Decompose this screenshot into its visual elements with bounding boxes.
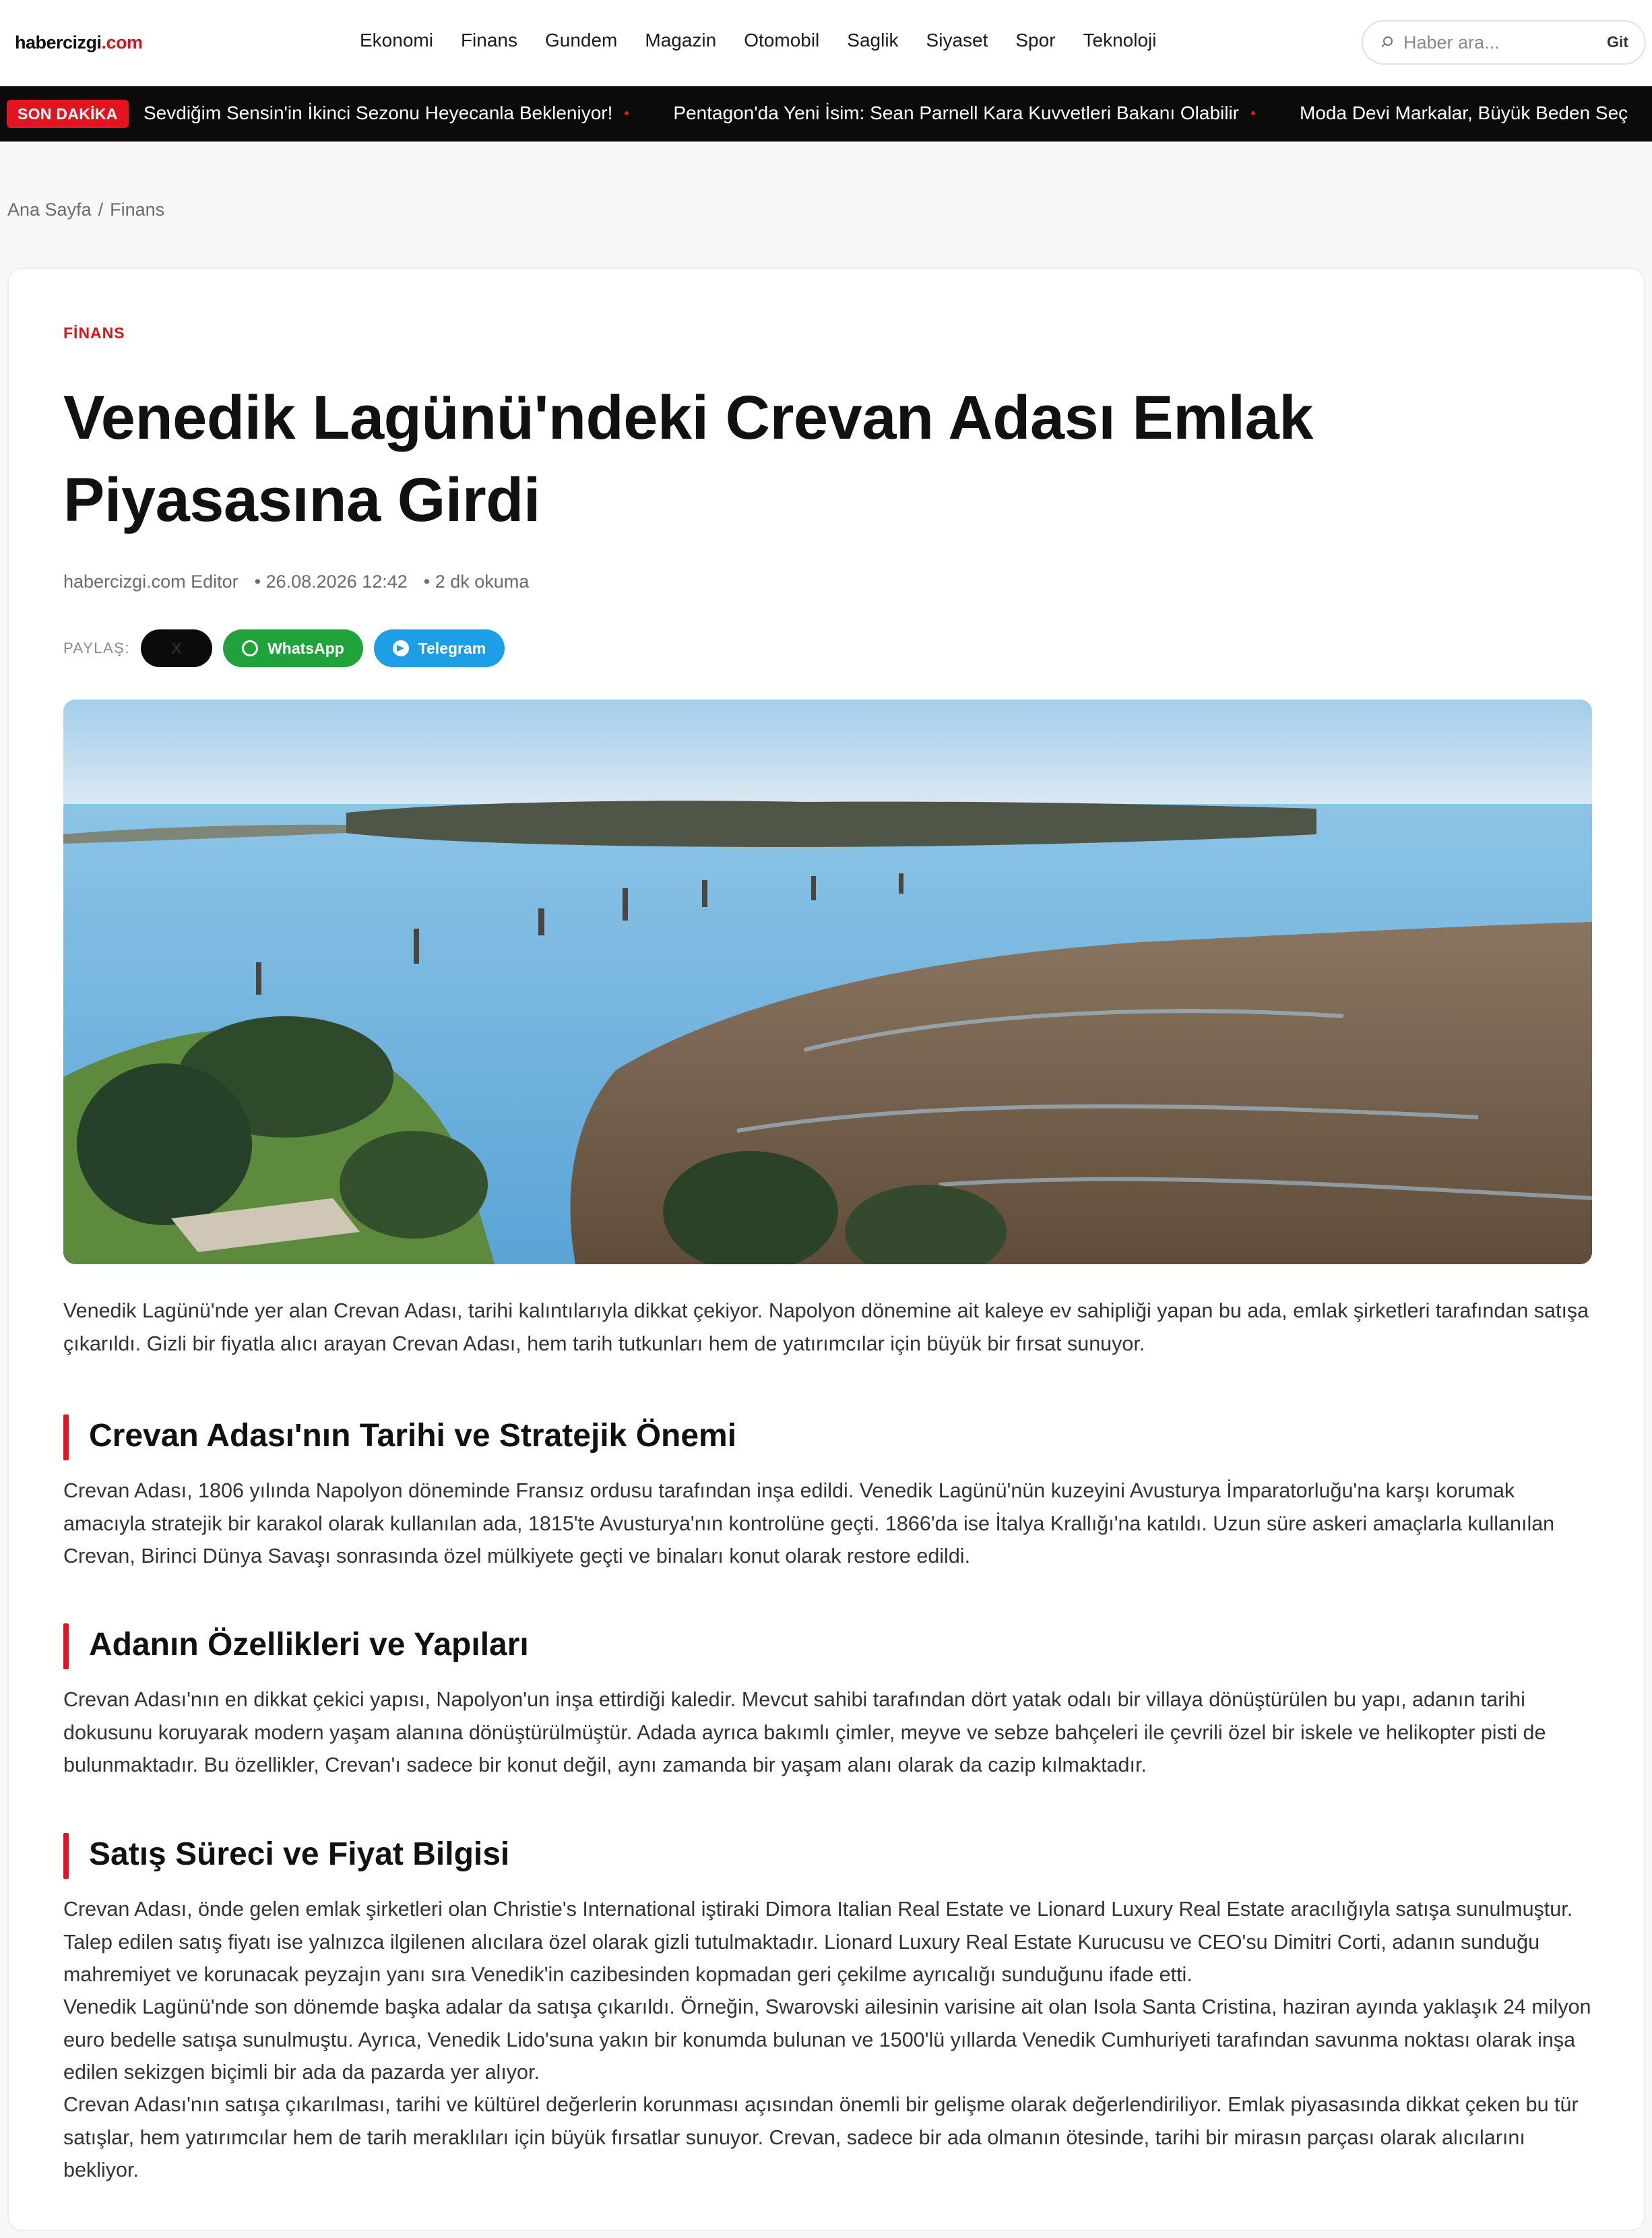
section-paragraph: Crevan Adası, 1806 yılında Napolyon döneminde Fransız ordusu tarafından inşa edildi. Venedik Lagünü'nün kuzeyini Avusturya İmparatorluğu'na karşı korumak amacıyla stratejik bir karakol olarak kullanılan ada, 1815'te Avusturya'nın kontrolüne geçti. 1866'da ise İtalya Krallığı'na katıldı. Uzun süre askeri amaçlarla kullanılan Crevan, Birinci Dünya Savaşı sonrasında özel mülkiyete geçti ve binaları konut olarak restore edildi. xyxy=(63,1479,1555,1567)
nav-item-otomobil[interactable]: Otomobil xyxy=(744,30,820,51)
search-box xyxy=(1362,20,1646,65)
search-submit-button[interactable]: Git xyxy=(1607,33,1628,51)
article-intro: Venedik Lagünü'nde yer alan Crevan Adası, tarihi kalıntılarıyla dikkat çekiyor. Napolyon dönemine ait kaleye ev sahipliği yapan bu ada, emlak şirketleri tarafından satışa çıkarıldı. Gizli bir fiyatla alıcı arayan Crevan Adası, hem tarih tutkunları hem de yatırımcılar için büyük bir fırsat sunuyor. xyxy=(63,1299,1589,1355)
pole xyxy=(256,962,261,995)
section-heading: Adanın Özellikleri ve Yapıları xyxy=(63,1619,529,1671)
ticker-item-text[interactable]: Moda Devi Markalar, Büyük Beden Seç xyxy=(1300,102,1628,123)
breadcrumb-current[interactable]: Finans xyxy=(110,199,165,220)
pole xyxy=(414,929,419,964)
logo-tld: .com xyxy=(101,32,143,53)
nav-item-teknoloji[interactable]: Teknoloji xyxy=(1083,30,1157,51)
nav-item-spor[interactable]: Spor xyxy=(1015,30,1056,51)
nav-item-finans[interactable]: Finans xyxy=(460,30,517,51)
article-title: Venedik Lagünü'ndeki Crevan Adası Emlak Piyasasına Girdi xyxy=(63,383,1313,534)
bullet-icon xyxy=(1251,111,1255,115)
share-label: PAYLAŞ: xyxy=(63,640,130,656)
pole xyxy=(538,908,544,935)
breadcrumb-separator: / xyxy=(98,199,104,220)
breadcrumb xyxy=(7,199,171,220)
lagoon-island-photo xyxy=(63,700,1592,1264)
share-bar xyxy=(63,629,515,667)
article-card xyxy=(7,268,1645,2231)
article-read-time: • 2 dk okuma xyxy=(423,571,530,592)
share-x-button[interactable] xyxy=(141,629,212,667)
article-author: habercizgi.com Editor xyxy=(63,571,239,592)
nav-item-ekonomi[interactable]: Ekonomi xyxy=(360,30,433,51)
search-icon xyxy=(1380,36,1394,49)
section-heading: Satış Süreci ve Fiyat Bilgisi xyxy=(63,1829,509,1880)
section-paragraph: Crevan Adası'nın satışa çıkarılması, tarihi ve kültürel değerlerin korunması açısından önemli bir gelişme olarak değerlendiriliyor. Emlak piyasasında dikkat çeken bu tür satışlar, hem yatırımcılar hem de tarih meraklıları için büyük fırsatlar sunuyor. Crevan, sadece bir ada olmanın ötesinde, tarihi bir mirasın parçası olarak alıcılarını bekliyor. xyxy=(63,2093,1579,2181)
nav-item-magazin[interactable]: Magazin xyxy=(645,30,717,51)
pole xyxy=(811,876,816,900)
search-input[interactable] xyxy=(1403,32,1592,53)
section-heading: Crevan Adası'nın Tarihi ve Stratejik Önemi xyxy=(63,1410,736,1462)
ticker-item[interactable] xyxy=(144,102,673,124)
telegram-icon xyxy=(393,640,409,656)
logo-main: habercizgi xyxy=(15,32,102,53)
ticker-item[interactable] xyxy=(1300,102,1628,124)
section-paragraph: Crevan Adası, önde gelen emlak şirketleri olan Christie's International iştiraki Dimora Italian Real Estate ve Lionard Luxury Real Estate aracılığıyla satışa sunulmuştur. Talep edilen satış fiyatı ise yalnızca ilgilenen alıcılara özel olarak gizli tutulmaktadır. Lionard Luxury Real Estate Kurucusu ve CEO'su Dimitri Corti, adanın sunduğu mahremiyet ve korunacak peyzajın yanı sıra Venedik'in cazibesinden kopmadan geri çekilme ayrıcalığı sunduğunu ifade etti. xyxy=(63,1898,1573,1986)
section-paragraph: Venedik Lagünü'nde son dönemde başka adalar da satışa çıkarıldı. Örneğin, Swarovski ailesinin varisine ait olan Isola Santa Cristina, haziran ayında yaklaşık 24 milyon euro bedelle satışa sunulmuştu. Ayrıca, Venedik Lido'suna yakın bir konumda bulunan ve 1500'lü yıllarda Venedik Cumhuriyeti tarafından savunma noktası olarak inşa edilen sekizgen biçimli bir ada da pazarda yer alıyor. xyxy=(63,1995,1591,2084)
article-category[interactable]: FİNANS xyxy=(63,324,125,342)
ticker-item-text[interactable]: Pentagon'da Yeni İsim: Sean Parnell Kara Kuvvetleri Bakanı Olabilir xyxy=(673,102,1240,123)
share-telegram-label: Telegram xyxy=(418,639,486,657)
ticker-items xyxy=(144,102,1628,124)
breadcrumb-home[interactable]: Ana Sayfa xyxy=(7,199,92,220)
ticker-item[interactable] xyxy=(673,102,1300,124)
site-logo[interactable] xyxy=(15,32,143,53)
share-whatsapp-label: WhatsApp xyxy=(267,639,344,657)
nav-item-siyaset[interactable]: Siyaset xyxy=(926,30,988,51)
article-hero-image xyxy=(63,700,1592,1264)
pole xyxy=(702,880,707,907)
share-telegram-button[interactable] xyxy=(374,629,505,667)
share-whatsapp-button[interactable] xyxy=(223,629,363,667)
nav-item-saglik[interactable]: Saglik xyxy=(847,30,899,51)
article-meta xyxy=(63,571,529,592)
breaking-news-badge: SON DAKİKA xyxy=(7,100,129,128)
article-date: • 26.08.2026 12:42 xyxy=(254,571,408,592)
ticker-item-text[interactable]: Sevdiğim Sensin'in İkinci Sezonu Heyecanla Bekleniyor! xyxy=(144,102,613,123)
section-paragraph: Crevan Adası'nın en dikkat çekici yapısı, Napolyon'un inşa ettirdiği kaledir. Mevcut sahibi tarafından dört yatak odalı bir villaya dönüştürülen bu yapı, adanın tarihi dokusunu koruyarak modern yaşam alanına dönüştürülmüştür. Adada ayrıca bakımlı çimler, meyve ve sebze bahçeleri ile çevrili özel bir iskele ve helikopter pisti de bulunmaktadır. Bu özellikler, Crevan'ı sadece bir konut değil, aynı zamanda bir yaşam alanı olarak da cazip kılmaktadır. xyxy=(63,1688,1546,1776)
main-nav xyxy=(360,30,1184,51)
whatsapp-icon xyxy=(242,640,258,656)
pole xyxy=(623,888,628,921)
nav-item-gundem[interactable]: Gundem xyxy=(544,30,618,51)
pole xyxy=(899,873,903,894)
share-x-label: X xyxy=(171,639,182,657)
site-header xyxy=(0,0,1652,86)
breaking-news-ticker xyxy=(0,86,1652,142)
bullet-icon xyxy=(625,111,629,115)
